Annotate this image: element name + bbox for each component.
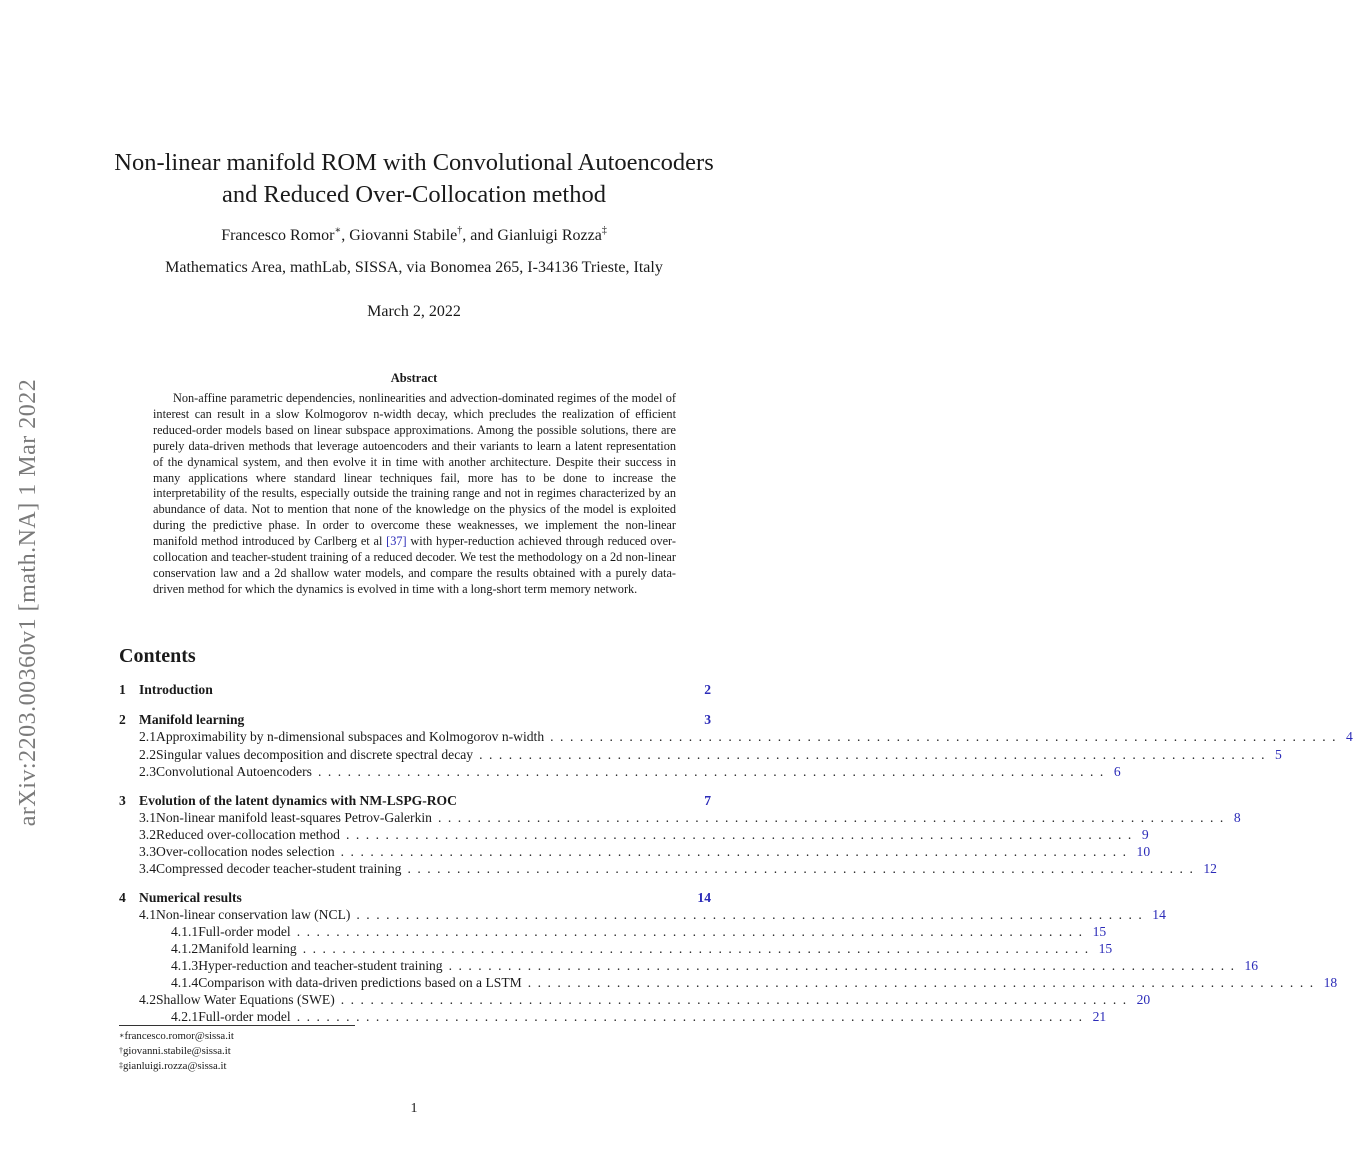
contents-heading: Contents (119, 645, 196, 667)
toc-page-link[interactable]: 12 (1203, 861, 1217, 876)
toc-page-link[interactable]: 21 (1092, 1009, 1107, 1024)
toc-page-link[interactable]: 15 (1092, 924, 1107, 939)
toc-entry-title: Hyper-reduction and teacher-student training (198, 958, 443, 973)
author-name: Gianluigi Rozza (497, 227, 602, 244)
toc-page-link[interactable]: 8 (1233, 810, 1241, 825)
paper-title-line-2: and Reduced Over-Collocation method (222, 181, 606, 208)
toc-entry-number: 3.4 (139, 861, 156, 876)
toc-subsection-entry[interactable] (139, 860, 1217, 877)
footnote-mark: ‡ (119, 1061, 123, 1070)
toc-section-entry[interactable] (119, 792, 711, 809)
toc-leader-dots: ................................................................................ (296, 924, 1089, 939)
footnote-email: gianluigi.rozza@sissa.it (123, 1060, 227, 1072)
toc-entry-number: 4.1.1 (171, 924, 199, 939)
toc-entry-number: 4.2 (139, 992, 156, 1007)
toc-subsection-entry[interactable] (171, 940, 1113, 957)
toc-entry-title: Over-collocation nodes selection (156, 844, 335, 859)
toc-subsection-entry[interactable] (139, 906, 1166, 923)
toc-subsection-entry[interactable] (139, 763, 1121, 780)
toc-leader-dots: ................................................................................ (296, 1009, 1089, 1024)
page-number: 1 (410, 1101, 418, 1116)
footnote-email: francesco.romor@sissa.it (124, 1030, 234, 1042)
toc-entry-number: 3.3 (139, 844, 156, 859)
toc-entry-title: Introduction (139, 682, 213, 697)
footnote-email: giovanni.stabile@sissa.it (123, 1045, 231, 1057)
footnote-marker[interactable]: † (457, 225, 463, 236)
abstract-text: Non-affine parametric dependencies, nonlinearities and advection-dominated regimes of the model of interest can result in a slow Kolmogorov n-width decay, which precludes the realization of efficient reduced-order models based on linear subspace approximations. Among the possible solutions, there are purely data-driven methods that leverage autoencoders and their variants to learn a latent representation of the dynamical system, and then evolve it in time with another architecture. Despite their success in many applications where standard linear techniques fail, more has to be done to increase the interpretability of the results, especially outside the training range and not in regimes characterized by an abundance of data. Not to mention that none of the knowledge on the physics of the model is exploited during the predictive phase. In order to overcome these weaknesses, we implement the non-linear manifold method introduced by Carlberg et al (153, 391, 676, 549)
toc-page-link[interactable]: 6 (1113, 764, 1121, 779)
toc-entry-number: 3.1 (139, 810, 156, 825)
toc-page-link[interactable]: 14 (1152, 907, 1166, 922)
toc-leader-dots: ................................................................................ (407, 861, 1200, 876)
toc-subsection-entry[interactable] (139, 826, 1149, 843)
toc-entry-number: 3.2 (139, 827, 156, 842)
toc-subsection-entry[interactable] (139, 991, 1151, 1008)
toc-entry-title: Convolutional Autoencoders (156, 764, 312, 779)
toc-page-link[interactable]: 9 (1141, 827, 1149, 842)
toc-subsection-entry[interactable] (139, 809, 1241, 826)
toc-entry-number: 4.1 (139, 907, 156, 922)
toc-entry-number: 1 (119, 682, 126, 697)
footnote-rule (119, 1025, 355, 1026)
toc-entry-number: 3 (119, 793, 126, 808)
footnote-marker[interactable]: ∗ (334, 225, 342, 236)
toc-entry-title: Evolution of the latent dynamics with NM-LSPG-ROC (139, 793, 457, 808)
toc-section-entry[interactable] (119, 711, 711, 728)
toc-leader-dots: ................................................................................ (302, 941, 1095, 956)
author-name: Francesco Romor (221, 227, 335, 244)
toc-subsection-entry[interactable] (139, 728, 1353, 745)
toc-entry-number: 2 (119, 712, 126, 727)
toc-entry-number: 4.2.1 (171, 1009, 199, 1024)
toc-leader-dots: ................................................................................ (550, 729, 1343, 744)
toc-leader-dots: ................................................................................ (437, 810, 1230, 825)
toc-subsection-entry[interactable] (171, 974, 1338, 991)
toc-page-link[interactable]: 10 (1136, 844, 1151, 859)
toc-entry-title: Numerical results (139, 890, 242, 905)
affiliation: Mathematics Area, mathLab, SISSA, via Bonomea 265, I-34136 Trieste, Italy (165, 259, 663, 276)
toc-page-link[interactable]: 4 (1346, 729, 1353, 744)
author-separator: , and (462, 227, 498, 244)
footnote-mark: ∗ (119, 1031, 125, 1040)
author-separator: , (341, 227, 350, 244)
toc-leader-dots: ................................................................................ (527, 975, 1320, 990)
arxiv-identifier-text: arXiv:2203.00360v1 [math.NA] 1 Mar 2022 (15, 378, 42, 826)
toc-subsection-entry[interactable] (171, 1008, 1107, 1025)
toc-entry-number: 4.1.2 (171, 941, 199, 956)
toc-page-link[interactable]: 5 (1274, 747, 1282, 762)
publication-date: March 2, 2022 (367, 303, 461, 320)
toc-entry-title: Compressed decoder teacher-student training (156, 861, 402, 876)
toc-page-link[interactable]: 3 (704, 712, 711, 727)
abstract-heading: Abstract (390, 371, 438, 385)
footnote (119, 1029, 234, 1043)
toc-entry-title: Manifold learning (198, 941, 297, 956)
toc-section-entry[interactable] (119, 889, 711, 906)
toc-page-link[interactable]: 15 (1098, 941, 1113, 956)
toc-leader-dots: ................................................................................ (340, 992, 1133, 1007)
footnote-mark: † (119, 1046, 123, 1055)
toc-entry-title: Singular values decomposition and discrete spectral decay (156, 747, 474, 762)
toc-leader-dots: ................................................................................ (345, 827, 1138, 842)
toc-entry-number: 2.3 (139, 764, 156, 779)
toc-entry-number: 2.2 (139, 747, 156, 762)
toc-page-link[interactable]: 16 (1244, 958, 1259, 973)
toc-leader-dots: ................................................................................ (479, 747, 1271, 762)
toc-page-link[interactable]: 20 (1136, 992, 1151, 1007)
paper-title-line-1: Non-linear manifold ROM with Convolutional Autoencoders (114, 149, 714, 176)
citation-link[interactable]: [37] (386, 534, 407, 549)
toc-entry-number: 4.1.4 (171, 975, 199, 990)
toc-page-link[interactable]: 14 (697, 890, 711, 905)
toc-entry-title: Non-linear manifold least-squares Petrov-Galerkin (156, 810, 432, 825)
toc-subsection-entry[interactable] (171, 957, 1259, 974)
toc-leader-dots: ................................................................................ (448, 958, 1241, 973)
author-name: Giovanni Stabile (349, 227, 458, 244)
toc-entry-title: Shallow Water Equations (SWE) (156, 992, 335, 1007)
toc-page-link[interactable]: 7 (704, 793, 711, 808)
toc-entry-number: 2.1 (139, 729, 156, 744)
toc-leader-dots: ................................................................................ (317, 764, 1110, 779)
toc-entry-number: 4 (119, 890, 126, 905)
toc-section-entry[interactable] (119, 681, 711, 698)
toc-subsection-entry[interactable] (139, 746, 1282, 763)
toc-entry-title: Comparison with data-driven predictions based on a LSTM (198, 975, 522, 990)
abstract-text: with hyper-reduction achieved through reduced over-collocation and teacher-student training of a reduced decoder. We test the methodology on a 2d non-linear conservation law and a 2d shallow water models, and compare the results obtained with a purely data-driven method for which the dynamics is evolved in time with a long-short term memory network. (153, 534, 676, 596)
footnote (119, 1044, 231, 1058)
footnote-marker[interactable]: ‡ (601, 225, 607, 236)
toc-entry-title: Approximability by n-dimensional subspaces and Kolmogorov n-width (156, 729, 545, 744)
toc-entry-title: Full-order model (198, 1009, 291, 1024)
toc-subsection-entry[interactable] (139, 843, 1151, 860)
toc-leader-dots: ................................................................................ (340, 844, 1133, 859)
toc-leader-dots: ................................................................................ (356, 907, 1149, 922)
toc-entry-number: 4.1.3 (171, 958, 199, 973)
toc-page-link[interactable]: 18 (1323, 975, 1338, 990)
toc-entry-title: Reduced over-collocation method (156, 827, 340, 842)
footnote (119, 1059, 227, 1073)
toc-entry-title: Manifold learning (139, 712, 245, 727)
toc-entry-title: Non-linear conservation law (NCL) (156, 907, 351, 922)
toc-page-link[interactable]: 2 (704, 682, 711, 697)
toc-subsection-entry[interactable] (171, 923, 1107, 940)
toc-entry-title: Full-order model (198, 924, 291, 939)
